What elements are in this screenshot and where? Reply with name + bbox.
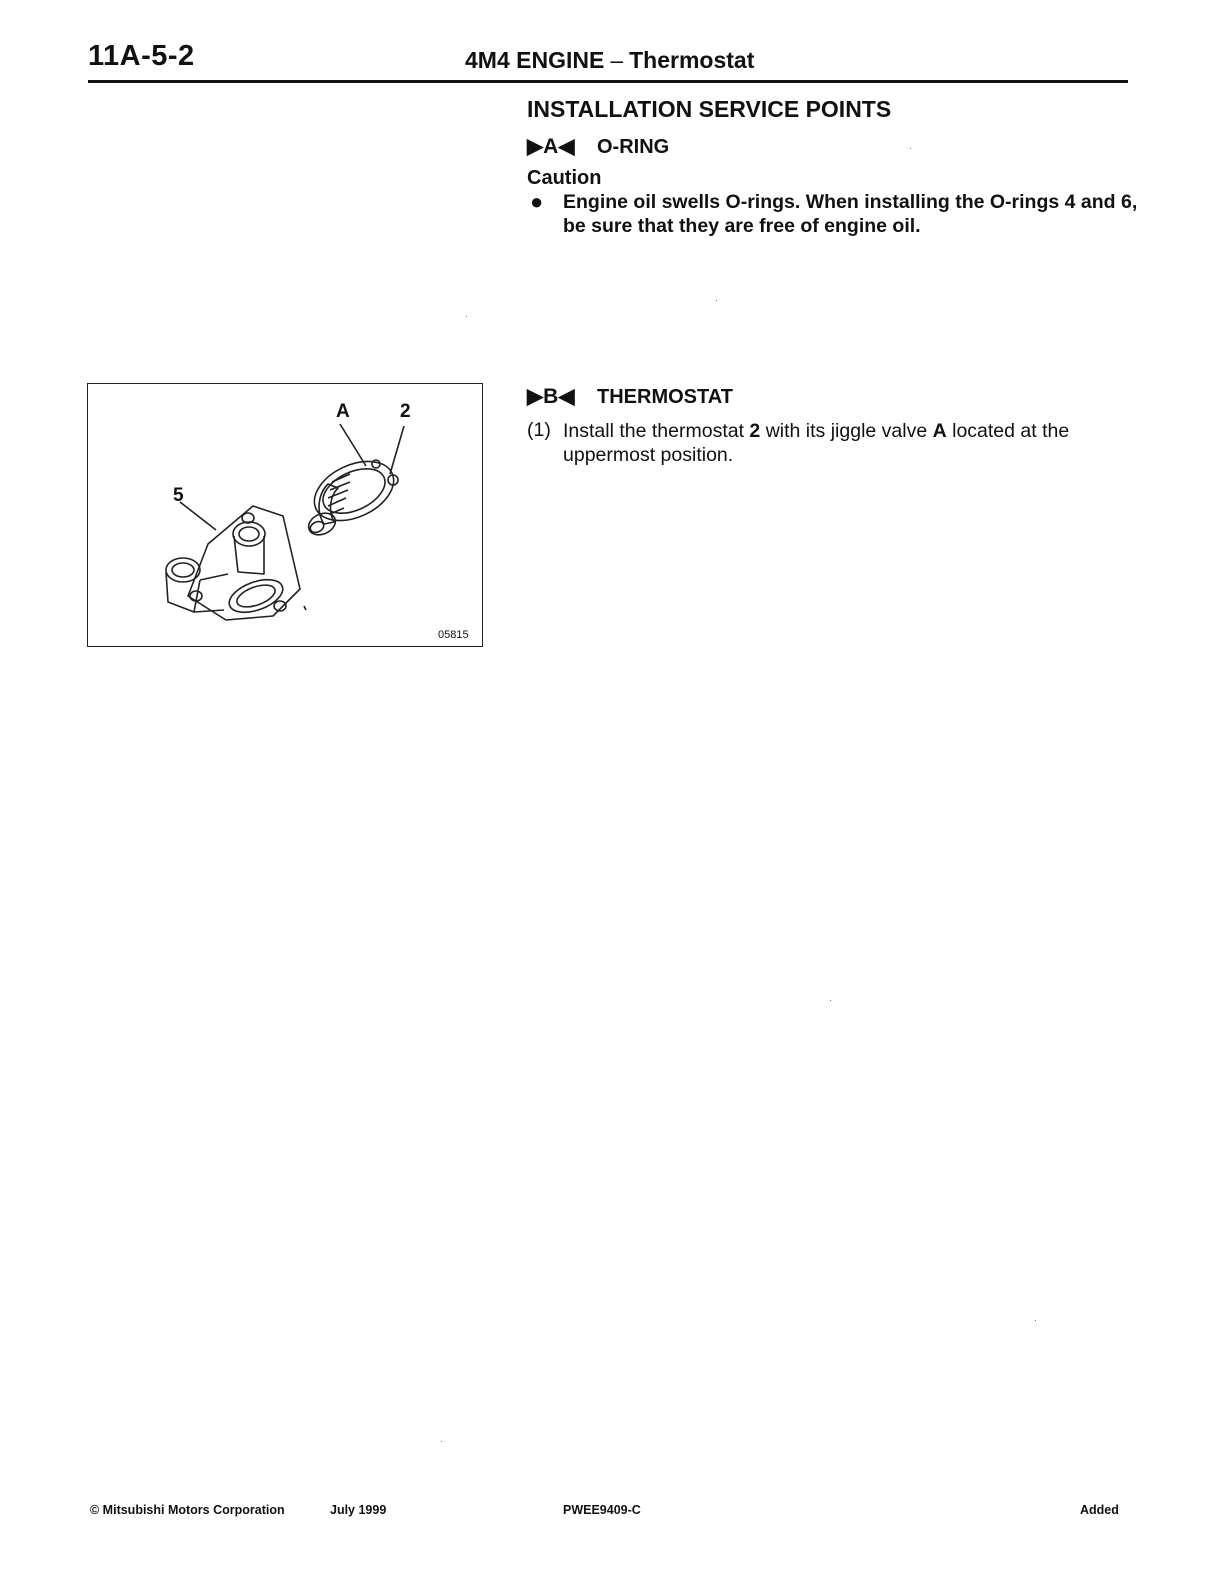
- caution-label: Caution: [527, 167, 602, 189]
- scan-speck: [1035, 1320, 1036, 1321]
- section-title: INSTALLATION SERVICE POINTS: [527, 96, 892, 122]
- step-ref-jiggle-valve: A: [932, 420, 947, 442]
- footer-status: Added: [1080, 1503, 1119, 1517]
- header-rule: [88, 80, 1128, 83]
- scan-speck: [466, 316, 467, 317]
- subsection-thermostat-title: THERMOSTAT: [597, 386, 733, 408]
- subsection-o-ring: [527, 134, 669, 159]
- thermostat-figure: [87, 383, 483, 647]
- footer-date: July 1999: [330, 1503, 387, 1517]
- header-title: [465, 47, 754, 74]
- scan-speck: [830, 1000, 831, 1001]
- step-number: (1): [527, 419, 551, 441]
- scan-speck: [910, 148, 911, 149]
- service-point-marker-b: ▶B◀: [527, 385, 575, 408]
- subsection-thermostat: [527, 384, 733, 409]
- step-text-part: Install the thermostat: [563, 420, 750, 442]
- step-text-part: with its jiggle valve: [760, 420, 933, 442]
- service-point-marker-a: ▶A◀: [527, 135, 575, 158]
- header-section: 4M4 ENGINE: [465, 47, 605, 73]
- figure-code: 05815: [438, 629, 469, 641]
- thermostat-illustration: [88, 384, 484, 648]
- subsection-o-ring-title: O-RING: [597, 136, 670, 158]
- page-number: 11A-5-2: [88, 40, 195, 72]
- scan-speck: [441, 1441, 442, 1442]
- footer-doc-code: PWEE9409-C: [563, 1503, 641, 1517]
- scan-speck: [716, 300, 717, 301]
- step-text: [563, 419, 1143, 467]
- figure-label-2: 2: [400, 401, 411, 422]
- header-separator: –: [610, 47, 624, 73]
- figure-label-5: 5: [173, 485, 184, 506]
- caution-text: Engine oil swells O-rings. When installing the O-rings 4 and 6, be sure that they are free of engine oil.: [563, 191, 1138, 237]
- step-ref-thermostat: 2: [749, 420, 761, 442]
- footer-copyright: © Mitsubishi Motors Corporation: [90, 1503, 285, 1517]
- step-text-part: located at the uppermost position.: [563, 420, 1070, 466]
- bullet-icon: ●: [530, 189, 544, 214]
- header-topic: Thermostat: [629, 47, 755, 73]
- figure-label-a: A: [336, 401, 350, 422]
